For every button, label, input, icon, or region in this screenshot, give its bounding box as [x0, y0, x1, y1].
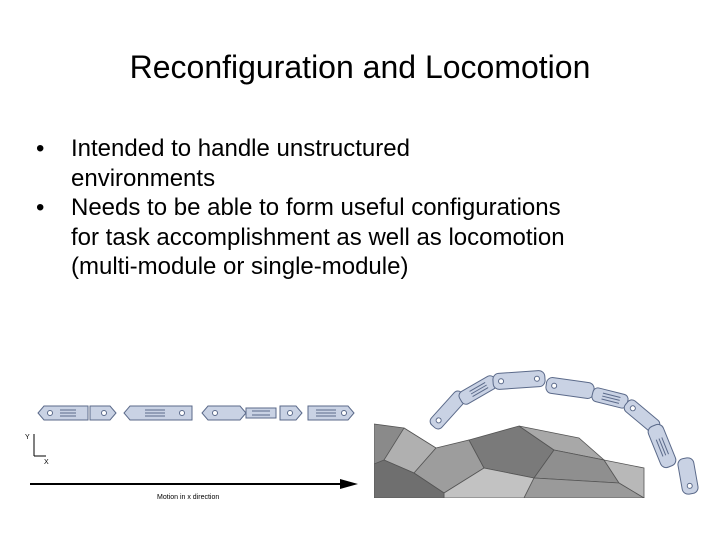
bullet-line: environments [71, 164, 216, 192]
bullet-line: Intended to handle unstructured [71, 135, 410, 162]
terrain [374, 424, 644, 498]
module [677, 457, 699, 495]
bullet-line: for task accomplishment as well as locomotion [71, 223, 565, 251]
module [545, 377, 595, 400]
motion-caption: Motion in x direction [157, 494, 220, 501]
module [591, 387, 629, 409]
locomotion-diagram [20, 390, 365, 505]
slide-title: Reconfiguration and Locomotion [129, 49, 591, 85]
module [280, 406, 302, 420]
module [246, 408, 276, 418]
axis-x-label: X [44, 459, 49, 466]
bullet-line: Needs to be able to form useful configurations [71, 194, 561, 221]
module [202, 406, 246, 420]
module [493, 370, 546, 390]
bullet-list [36, 134, 696, 282]
module [124, 406, 192, 420]
module [90, 406, 116, 420]
module [308, 406, 354, 420]
bullet-line: (multi-module or single-module) [71, 253, 409, 280]
terrain-diagram [374, 368, 710, 498]
bullet-marker: • [36, 194, 45, 221]
module [38, 406, 88, 420]
bullet-marker: • [36, 135, 45, 162]
bullet-item [36, 193, 696, 282]
axis-y-label: Y [25, 434, 30, 441]
axis-indicator [34, 434, 46, 456]
bullet-item [36, 134, 696, 193]
motion-arrow [30, 479, 358, 489]
module-chain [38, 406, 354, 420]
module [646, 423, 677, 470]
